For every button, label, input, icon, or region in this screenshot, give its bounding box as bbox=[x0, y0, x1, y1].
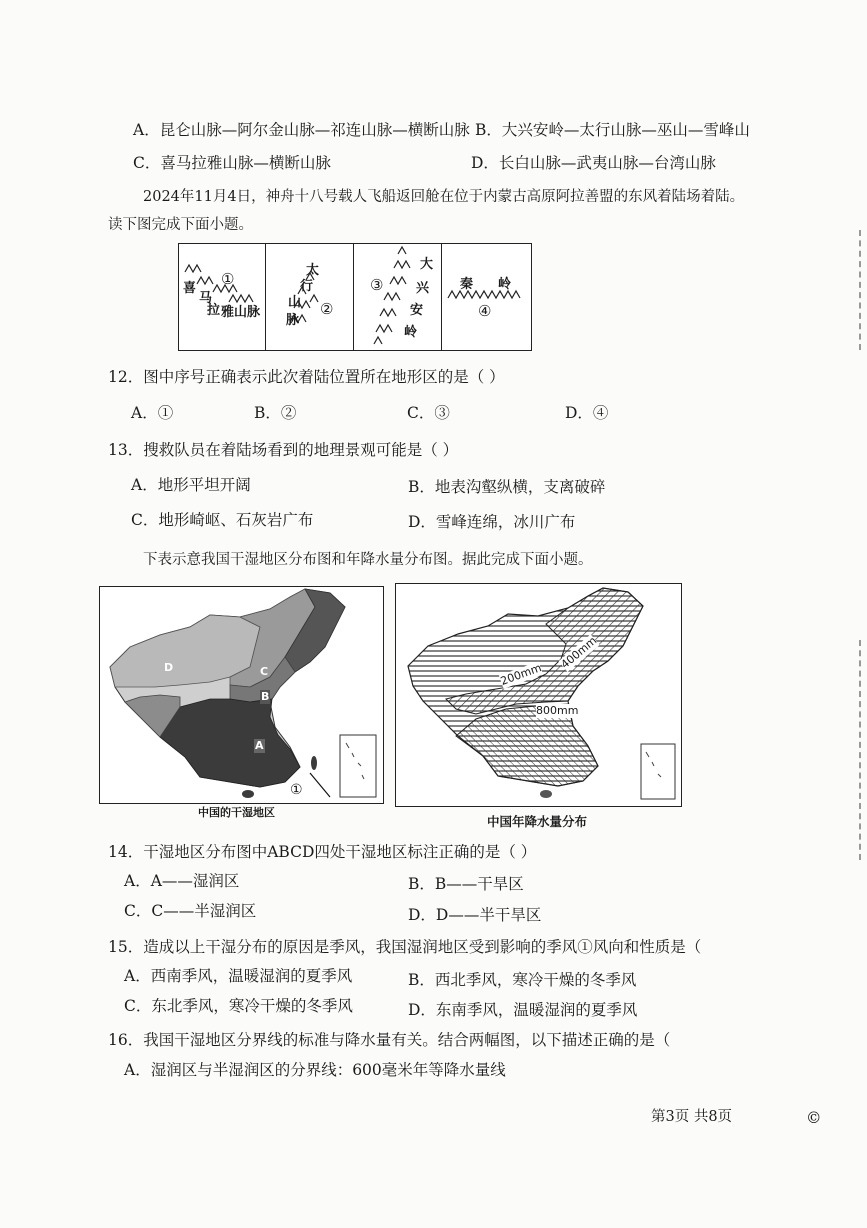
china-precipitation-map bbox=[396, 584, 681, 806]
mountain-symbols bbox=[179, 244, 265, 350]
label-d: D bbox=[164, 661, 174, 674]
panel2-char3: 山 bbox=[288, 295, 302, 310]
q12-option-b: B．② bbox=[254, 404, 297, 422]
isohyet-800-label: 800mm bbox=[536, 704, 579, 717]
q15-option-b: B．西北季风，寒冷干燥的冬季风 bbox=[408, 971, 637, 989]
scan-edge-mark bbox=[857, 230, 861, 350]
panel2-char2: 行 bbox=[300, 279, 314, 294]
prev-option-d: D．长白山脉—武夷山脉—台湾山脉 bbox=[471, 154, 716, 172]
panel2-char1: 太 bbox=[306, 263, 320, 278]
q12-option-d: D．④ bbox=[565, 404, 609, 422]
q13-option-d: D．雪峰连绵，冰川广布 bbox=[408, 513, 576, 531]
map1-caption: 中国的干湿地区 bbox=[198, 806, 275, 819]
q15-option-c: C．东北季风，寒冷干燥的冬季风 bbox=[124, 997, 353, 1015]
panel4-char2: 岭 bbox=[498, 277, 512, 292]
q14-stem: 14．干湿地区分布图中ABCD四处干湿地区标注正确的是（ ） bbox=[108, 843, 537, 861]
panel1-number: ① bbox=[221, 270, 235, 288]
panel-daxinganling bbox=[353, 243, 442, 351]
panel3-char2: 兴 bbox=[416, 281, 430, 296]
map-precipitation bbox=[395, 583, 682, 807]
q15-stem: 15．造成以上干湿分布的原因是季风，我国湿润地区受到影响的季风①风向和性质是（ bbox=[108, 938, 702, 956]
scan-edge-mark bbox=[857, 640, 861, 860]
q12-option-a: A．① bbox=[131, 404, 174, 422]
panel3-number: ③ bbox=[370, 276, 384, 294]
q15-option-a: A．西南季风，温暖湿润的夏季风 bbox=[124, 967, 353, 985]
mountain-symbols bbox=[266, 244, 353, 350]
q16-stem: 16．我国干湿地区分界线的标准与降水量有关。结合两幅图，以下描述正确的是（ bbox=[108, 1031, 671, 1049]
panel1-char2: 马 bbox=[199, 291, 213, 306]
panel1-char1: 喜 bbox=[183, 281, 197, 296]
china-dry-wet-map bbox=[100, 587, 383, 803]
panel2-number: ② bbox=[320, 300, 334, 318]
q13-stem: 13．搜救队员在着陆场看到的地理景观可能是（ ） bbox=[108, 441, 459, 459]
prev-option-b: B．大兴安岭—太行山脉—巫山—雪峰山 bbox=[475, 121, 750, 139]
q14-option-c: C．C——半湿润区 bbox=[124, 902, 257, 920]
panel2-char4: 脉 bbox=[286, 313, 300, 328]
intro-paragraph-line1: 2024年11月4日，神舟十八号载人飞船返回舱在位于内蒙古高原阿拉善盟的东风着陆场着陆。 bbox=[143, 189, 745, 205]
intro2-paragraph: 下表示意我国干湿地区分布图和年降水量分布图。据此完成下面小题。 bbox=[143, 552, 593, 568]
q12-stem: 12．图中序号正确表示此次着陆位置所在地形区的是（ ） bbox=[108, 368, 505, 386]
prev-option-c: C．喜马拉雅山脉—横断山脉 bbox=[133, 154, 331, 172]
panel3-char3: 安 bbox=[410, 303, 424, 318]
map-dry-wet-regions bbox=[99, 586, 384, 804]
q13-option-b: B．地表沟壑纵横，支离破碎 bbox=[408, 478, 606, 496]
panel4-number: ④ bbox=[478, 302, 492, 320]
panel-qinling bbox=[441, 243, 532, 351]
label-monsoon-1: ① bbox=[290, 782, 303, 798]
panel1-char4: 雅山脉 bbox=[221, 305, 261, 320]
q12-option-c: C．③ bbox=[407, 404, 450, 422]
intro-paragraph-line2: 读下图完成下面小题。 bbox=[108, 217, 253, 233]
panel3-char1: 大 bbox=[420, 257, 434, 272]
map2-caption: 中国年降水量分布 bbox=[487, 814, 588, 829]
label-a: A bbox=[255, 739, 264, 752]
prev-option-a: A．昆仑山脉—阿尔金山脉—祁连山脉—横断山脉 bbox=[133, 121, 470, 139]
panel1-char3: 拉 bbox=[207, 303, 221, 318]
q13-option-a: A．地形平坦开阔 bbox=[131, 476, 251, 494]
panel4-char1: 秦 bbox=[460, 277, 474, 292]
mountain-panels-figure bbox=[178, 243, 533, 351]
isohyet-200-label: 200mm bbox=[498, 661, 544, 688]
copyright-mark: © bbox=[806, 1109, 822, 1127]
q15-option-d: D．东南季风，温暖湿润的夏季风 bbox=[408, 1001, 638, 1019]
q13-option-c: C．地形崎岖、石灰岩广布 bbox=[131, 511, 314, 529]
label-c: C bbox=[260, 665, 269, 678]
panel-himalaya bbox=[178, 243, 266, 351]
page-number: 第3页 共8页 bbox=[651, 1109, 733, 1125]
q14-option-b: B．B——干旱区 bbox=[408, 875, 524, 893]
isohyet-400-label: 400mm bbox=[558, 633, 600, 672]
q14-option-a: A．A——湿润区 bbox=[124, 872, 240, 890]
label-b: B bbox=[261, 690, 270, 703]
panel3-char4: 岭 bbox=[404, 325, 418, 340]
q14-option-d: D．D——半干旱区 bbox=[408, 906, 542, 924]
mountain-symbols bbox=[442, 244, 531, 350]
q16-option-a: A．湿润区与半湿润区的分界线：600毫米年等降水量线 bbox=[124, 1061, 506, 1079]
panel-taihang bbox=[265, 243, 354, 351]
